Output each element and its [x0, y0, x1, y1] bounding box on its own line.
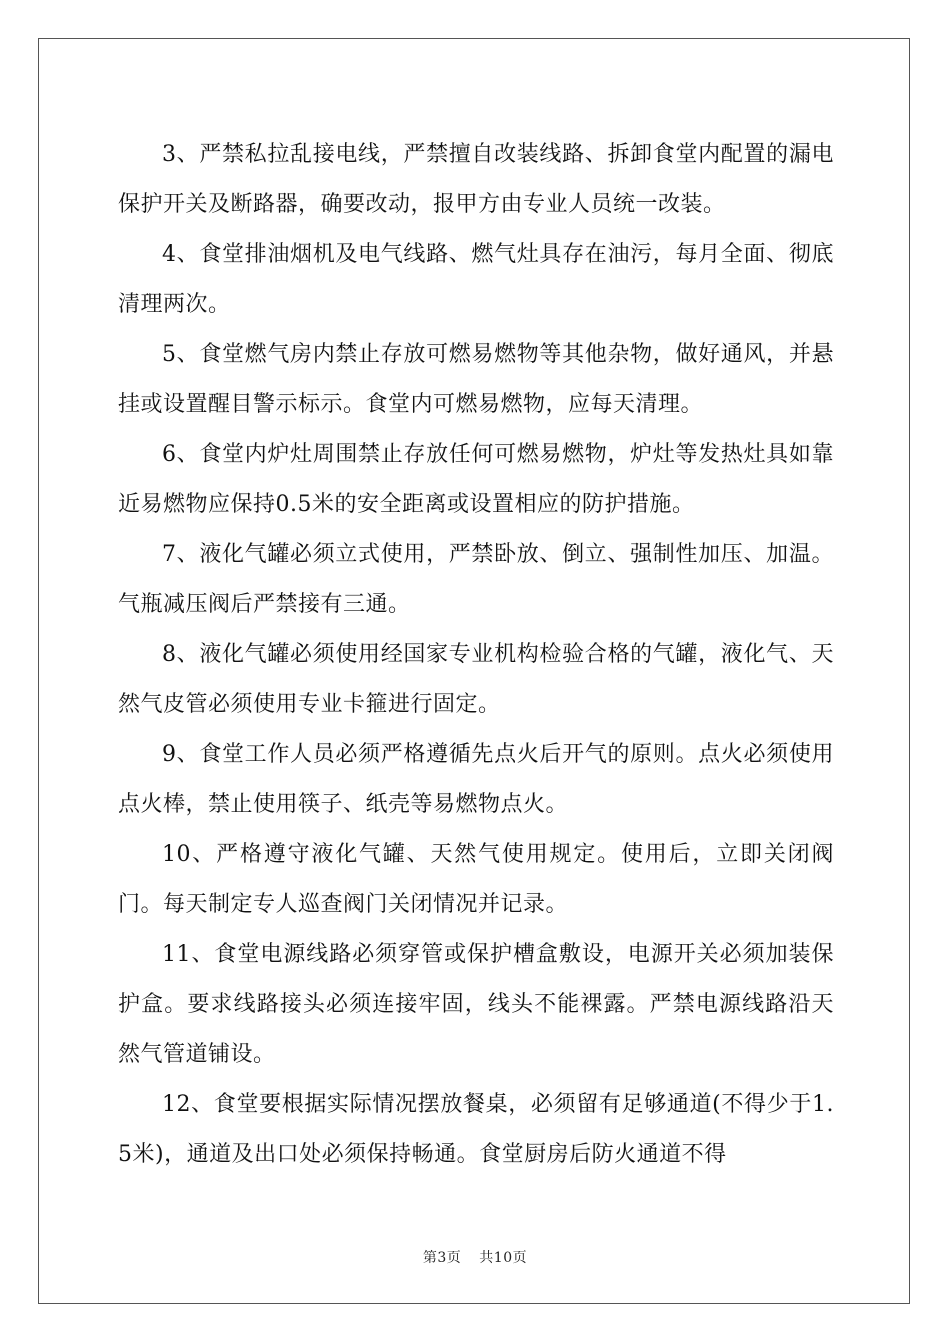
paragraph-4: 4、食堂排油烟机及电气线路、燃气灶具存在油污，每月全面、彻底清理两次。: [118, 242, 834, 317]
paragraph-10: 10、严格遵守液化气罐、天然气使用规定。使用后，立即关闭阀门。每天制定专人巡查阀门关闭情况并记录。: [118, 842, 834, 917]
page-total: 共10页: [479, 1250, 528, 1266]
paragraph-6: 6、食堂内炉灶周围禁止存放任何可燃易燃物，炉灶等发热灶具如靠近易燃物应保持0.5米的安全距离或设置相应的防护措施。: [118, 442, 834, 517]
document-body: [118, 130, 834, 1180]
paragraph-11: 11、食堂电源线路必须穿管或保护槽盒敷设，电源开关必须加装保护盒。要求线路接头必须连接牢固，线头不能裸露。严禁电源线路沿天然气管道铺设。: [118, 942, 834, 1067]
page-number: 第3页: [422, 1250, 462, 1266]
paragraph-12: 12、食堂要根据实际情况摆放餐桌，必须留有足够通道(不得少于1.5米)，通道及出口处必须保持畅通。食堂厨房后防火通道不得: [118, 1092, 834, 1167]
page-footer: [0, 1247, 950, 1267]
paragraph-8: 8、液化气罐必须使用经国家专业机构检验合格的气罐，液化气、天然气皮管必须使用专业卡箍进行固定。: [118, 642, 834, 717]
paragraph-7: 7、液化气罐必须立式使用，严禁卧放、倒立、强制性加压、加温。气瓶减压阀后严禁接有三通。: [118, 542, 834, 617]
paragraph-3: 3、严禁私拉乱接电线，严禁擅自改装线路、拆卸食堂内配置的漏电保护开关及断路器，确要改动，报甲方由专业人员统一改装。: [118, 142, 834, 217]
paragraph-5: 5、食堂燃气房内禁止存放可燃易燃物等其他杂物，做好通风，并悬挂或设置醒目警示标示。食堂内可燃易燃物，应每天清理。: [118, 342, 834, 417]
paragraph-9: 9、食堂工作人员必须严格遵循先点火后开气的原则。点火必须使用点火棒，禁止使用筷子、纸壳等易燃物点火。: [118, 742, 834, 817]
